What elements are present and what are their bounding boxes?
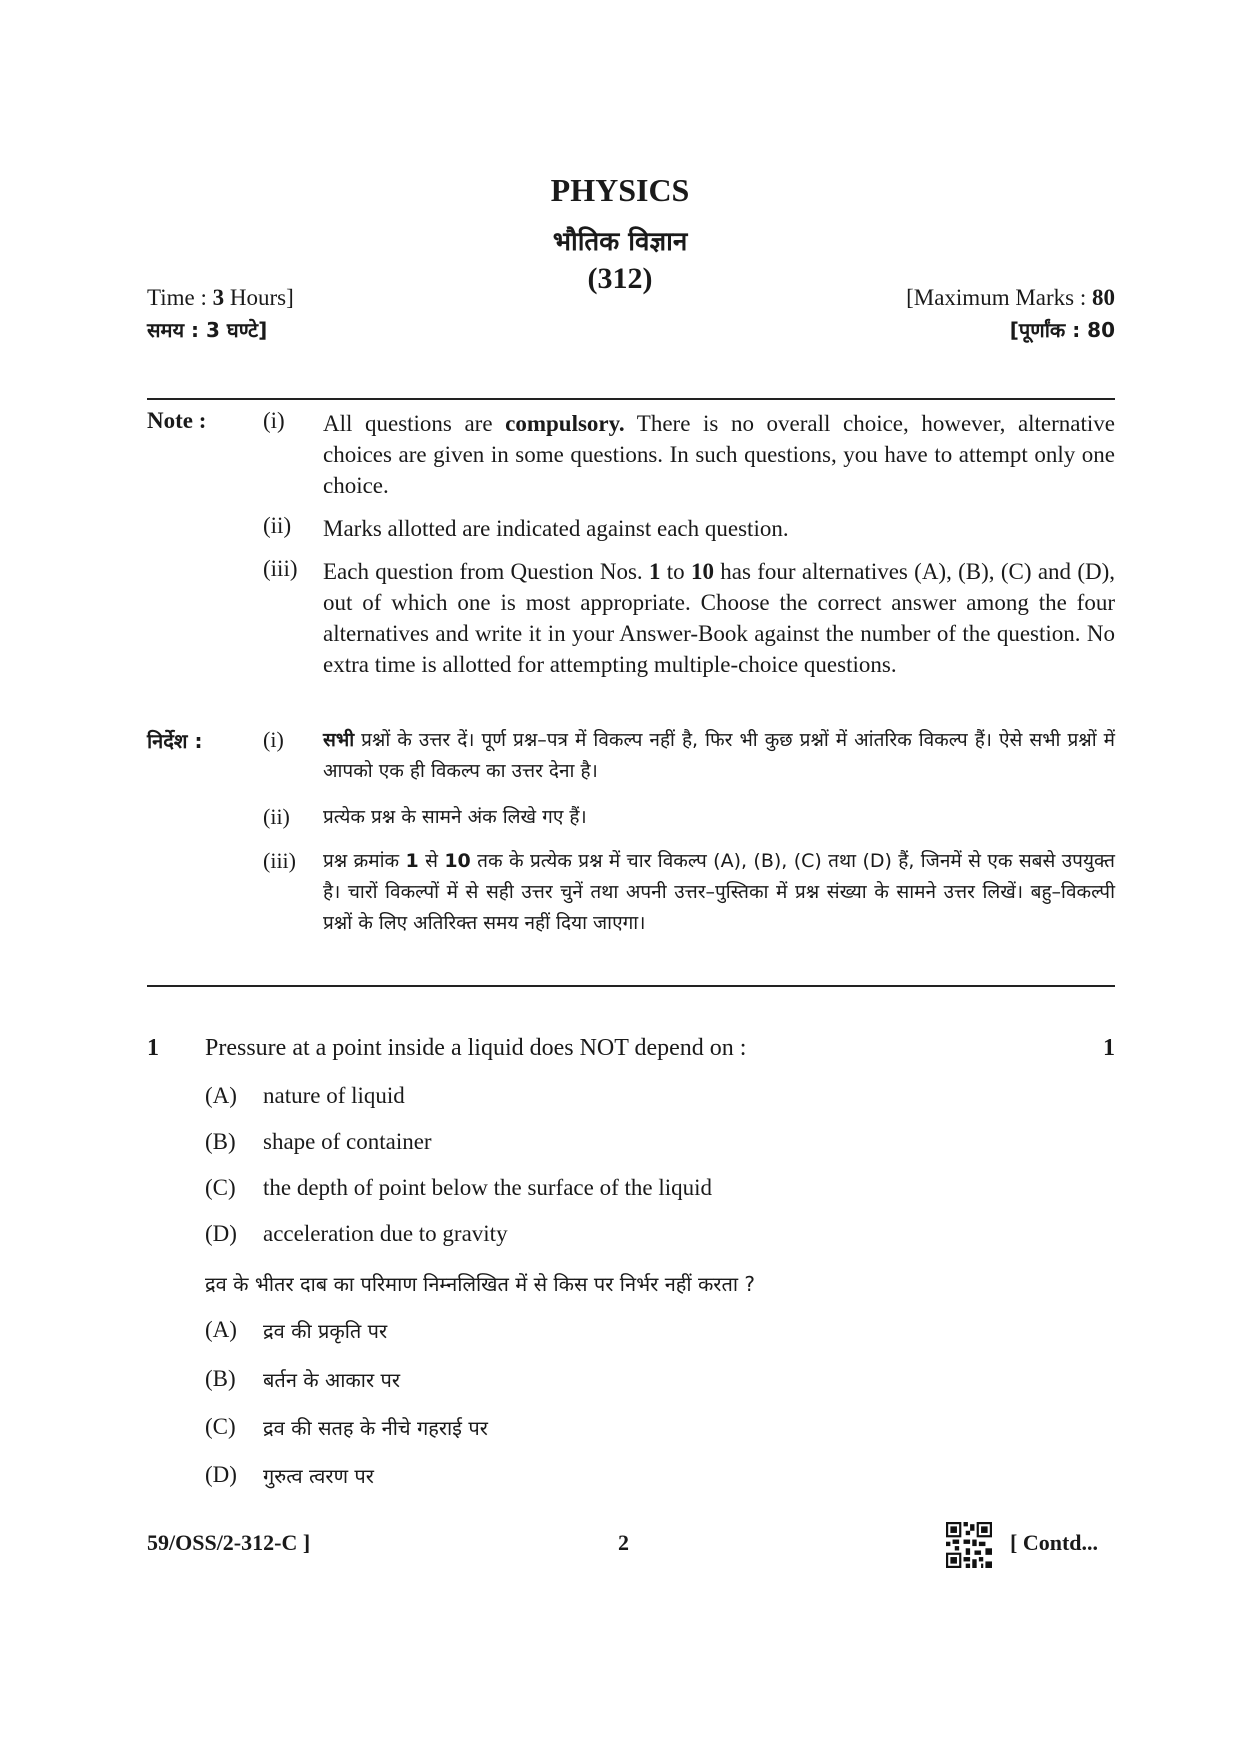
- bottom-divider: [147, 985, 1115, 987]
- option-d-label-hindi: (D): [205, 1462, 237, 1487]
- continued-label: [ Contd...: [1010, 1530, 1099, 1555]
- option-c-label-english: (C): [205, 1175, 236, 1200]
- option-c-text-english: the depth of point below the surface of the liquid: [263, 1175, 713, 1200]
- note-item-3-number: (iii): [263, 556, 298, 581]
- option-c-text-hindi: द्रव की सतह के नीचे गहराई पर: [263, 1416, 488, 1440]
- nirdesh-label: निर्देश :: [147, 729, 203, 753]
- option-c-label-hindi: (C): [205, 1414, 236, 1439]
- top-divider: [147, 398, 1115, 400]
- option-a-text-english: nature of liquid: [263, 1083, 405, 1108]
- nirdesh-item-2-text: प्रत्येक प्रश्न के सामने अंक लिखे गए हैं।: [323, 806, 587, 828]
- option-b-label-english: (B): [205, 1129, 236, 1154]
- option-a-text-hindi: द्रव की प्रकृति पर: [263, 1319, 388, 1343]
- nirdesh-item-1-number: (i): [263, 727, 284, 752]
- option-b-label-hindi: (B): [205, 1366, 236, 1391]
- option-b-text-hindi: बर्तन के आकार पर: [263, 1368, 401, 1392]
- qr-code-icon: [946, 1522, 992, 1568]
- note-label: Note :: [147, 408, 207, 433]
- note-item-1-number: (i): [263, 408, 285, 433]
- question-1-text-hindi: द्रव के भीतर दाब का परिमाण निम्नलिखित में से किस पर निर्भर नहीं करता ?: [205, 1272, 756, 1296]
- time-english: Time : 3 Hours]: [147, 285, 294, 310]
- option-d-text-hindi: गुरुत्व त्वरण पर: [263, 1464, 374, 1488]
- subject-title-hindi: भौतिक विज्ञान: [552, 227, 688, 257]
- note-item-2-number: (ii): [263, 513, 292, 538]
- note-item-2-text: Marks allotted are indicated against each question.: [323, 516, 789, 541]
- option-a-label-hindi: (A): [205, 1317, 237, 1342]
- note-item-3-text: Each question from Question Nos. 1 to 10 has four alternatives (A), (B), (C) and (D), out of which one is most appropriate. Choose the correct answer among the four alternatives and write it in your Answer-Book against the number of the question. No extra time is allotted for attempting multiple-choice questions.: [323, 559, 1115, 677]
- option-d-label-english: (D): [205, 1221, 237, 1246]
- page-number: 2: [618, 1530, 629, 1555]
- option-a-label-english: (A): [205, 1083, 237, 1108]
- nirdesh-item-3-text: प्रश्न क्रमांक 1 से 10 तक के प्रत्येक प्रश्न में चार विकल्प (A), (B), (C) तथा (D) हैं, जिनमें से एक सबसे उपयुक्त है। चारों विकल्पों में से सही उत्तर चुनें तथा अपनी उत्तर–पुस्तिका में प्रश्न संख्या के सामने उत्तर लिखें। बहु–विकल्पी प्रश्नों के लिए अतिरिक्त समय नहीं दिया जाएगा।: [323, 850, 1115, 934]
- nirdesh-item-2-number: (ii): [263, 804, 290, 829]
- option-b-text-english: shape of container: [263, 1129, 432, 1154]
- nirdesh-item-3-number: (iii): [263, 848, 296, 873]
- question-1-number: 1: [147, 1035, 159, 1061]
- question-1-text-english: Pressure at a point inside a liquid does NOT depend on :: [205, 1035, 747, 1061]
- question-1-marks: 1: [1103, 1035, 1115, 1061]
- max-marks-hindi: [पूर्णांक : 80: [1009, 318, 1115, 342]
- subject-code: (312): [587, 262, 653, 295]
- max-marks-english: [Maximum Marks : 80: [906, 285, 1115, 310]
- option-d-text-english: acceleration due to gravity: [263, 1221, 508, 1246]
- nirdesh-item-1-text: सभी प्रश्नों के उत्तर दें। पूर्ण प्रश्न–पत्र में विकल्प नहीं है, फिर भी कुछ प्रश्नों में आंतरिक विकल्प हैं। ऐसे सभी प्रश्नों में आपको एक ही विकल्प का उत्तर देना है।: [323, 729, 1115, 782]
- time-hindi: समय : 3 घण्टे]: [147, 318, 268, 342]
- note-item-1-text: All questions are compulsory. There is no overall choice, however, alternative choices are given in some questions. In such questions, you have to attempt only one choice.: [323, 411, 1116, 498]
- subject-title-english: PHYSICS: [550, 172, 690, 208]
- paper-code: 59/OSS/2-312-C ]: [147, 1530, 311, 1555]
